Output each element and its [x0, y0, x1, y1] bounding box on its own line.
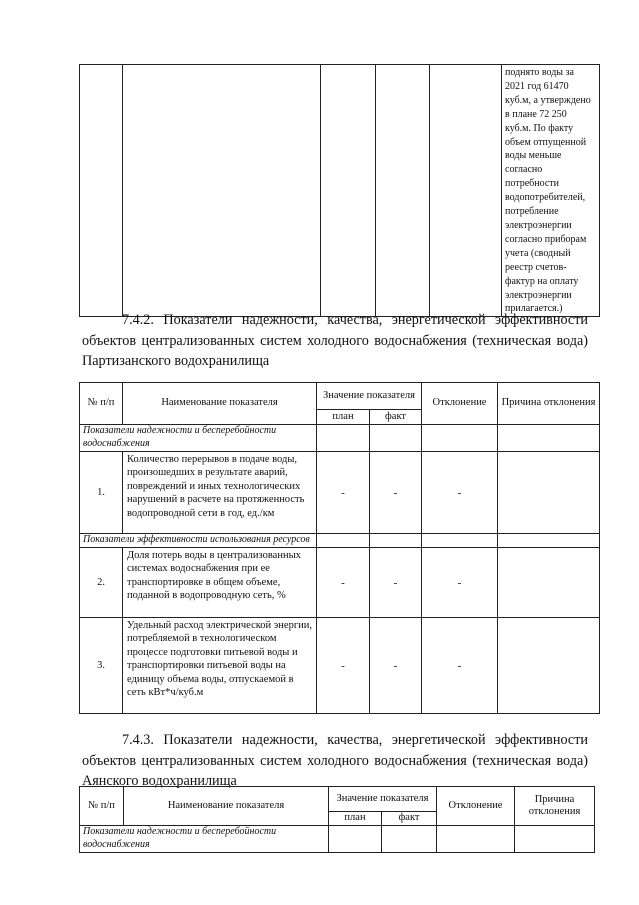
row-number: 1.	[80, 452, 123, 534]
cont-cell-name	[123, 65, 321, 317]
plan-value: -	[317, 452, 370, 534]
col-header-num: № п/п	[80, 383, 123, 425]
col-header-num: № п/п	[80, 787, 124, 826]
col-header-plan: план	[317, 410, 370, 425]
row-number: 2.	[80, 548, 123, 618]
col-header-deviation: Отклонение	[422, 383, 498, 425]
col-header-reason: Причина отклонения	[498, 383, 600, 425]
col-header-name: Наименование показателя	[124, 787, 329, 826]
section-row-reliability: Показатели надежности и бесперебойности водоснабжения	[80, 826, 329, 853]
empty-cell	[422, 425, 498, 452]
cont-cell-num	[80, 65, 123, 317]
deviation-reason-note: поднято воды за 2021 год 61470 куб.м, а утверждено в плане 72 250 куб.м. По факту объем отпущенной воды меньше согласно потребности водопотребителей, потребление электроэнергии согласно приборам учета (сводный реестр счетов- фактур на оплату электроэнергии прилагается.)	[502, 65, 600, 317]
empty-cell	[498, 534, 600, 548]
col-header-value: Значение показателя	[317, 383, 422, 410]
col-header-fact: факт	[382, 812, 437, 826]
indicator-name: Удельный расход электрической энергии, потребляемой в технологическом процессе подготовки питьевой воды и транспортировки питьевой воды на единицу объема воды, отпускаемой в сеть кВт*ч/куб.м	[123, 618, 317, 714]
section-row-reliability: Показатели надежности и бесперебойности водоснабжения	[80, 425, 317, 452]
empty-cell	[422, 534, 498, 548]
table-row	[80, 452, 600, 534]
table-row	[80, 548, 600, 618]
empty-cell	[370, 425, 422, 452]
col-header-name: Наименование показателя	[123, 383, 317, 425]
empty-cell	[515, 826, 595, 853]
row-number: 3.	[80, 618, 123, 714]
section-743-heading: 7.4.3. Показатели надежности, качества, энергетической эффективности объектов централизованных систем холодного водоснабжения (техническая вода) Аянского водохранилища	[82, 732, 588, 789]
fact-value: -	[370, 452, 422, 534]
empty-cell	[437, 826, 515, 853]
section-742-heading: 7.4.2. Показатели надежности, качества, энергетической эффективности объектов централизованных систем холодного водоснабжения (техническая вода) Партизанского водохранилища	[82, 312, 588, 369]
section-row-efficiency: Показатели эффективности использования ресурсов	[80, 534, 317, 548]
plan-value: -	[317, 618, 370, 714]
reason-value	[498, 452, 600, 534]
empty-cell	[329, 826, 382, 853]
col-header-deviation: Отклонение	[437, 787, 515, 826]
col-header-fact: факт	[370, 410, 422, 425]
empty-cell	[317, 425, 370, 452]
indicator-name: Доля потерь воды в централизованных системах водоснабжения при ее транспортировке в общем объеме, поданной в водопроводную сеть, %	[123, 548, 317, 618]
empty-cell	[370, 534, 422, 548]
col-header-plan: план	[329, 812, 382, 826]
empty-cell	[498, 425, 600, 452]
cont-cell-plan	[321, 65, 376, 317]
table-743	[79, 786, 595, 853]
deviation-value: -	[422, 618, 498, 714]
col-header-reason: Причина отклонения	[515, 787, 595, 826]
fact-value: -	[370, 618, 422, 714]
fact-value: -	[370, 548, 422, 618]
plan-value: -	[317, 548, 370, 618]
deviation-value: -	[422, 452, 498, 534]
reason-value	[498, 548, 600, 618]
empty-cell	[317, 534, 370, 548]
reason-value	[498, 618, 600, 714]
empty-cell	[382, 826, 437, 853]
continuation-table	[79, 64, 600, 317]
indicator-name: Количество перерывов в подаче воды, произошедших в результате аварий, повреждений и иных технологических нарушений в расчете на протяженность водопроводной сети в год, ед./км	[123, 452, 317, 534]
cont-cell-fact	[376, 65, 430, 317]
col-header-value: Значение показателя	[329, 787, 437, 812]
cont-cell-dev	[430, 65, 502, 317]
deviation-value: -	[422, 548, 498, 618]
table-row	[80, 618, 600, 714]
table-742	[79, 382, 600, 714]
